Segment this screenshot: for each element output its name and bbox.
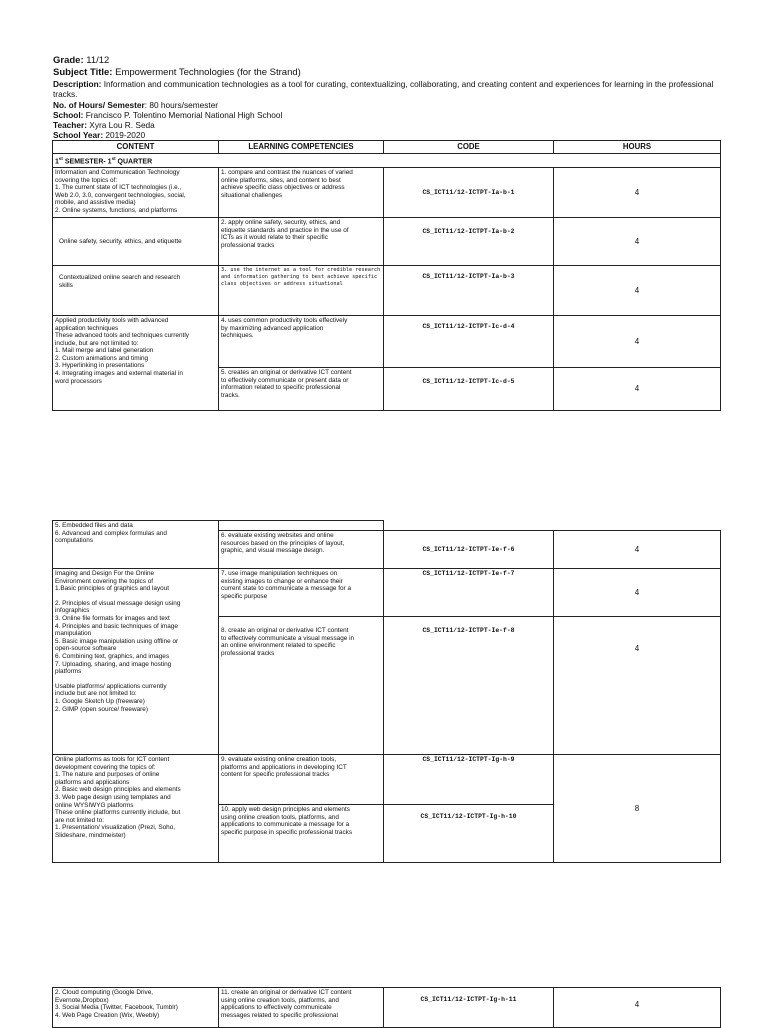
empty-cell (554, 521, 721, 531)
content-line: 2. GIMP (open source/ freeware) (55, 705, 148, 713)
content-line: 2. Basic web design principles and elements (55, 786, 181, 794)
content-line: Information and Communication Technology (55, 168, 180, 176)
content-line: Imaging and Design For the Online (55, 570, 155, 577)
hours-cell: 4 (554, 167, 721, 217)
content-line: 1. Google Sketch Up (freeware) (55, 697, 145, 705)
quarter-number: 1 (107, 158, 112, 166)
empty-cell (219, 521, 384, 531)
school-year-value: 2019-2020 (103, 130, 146, 141)
competency-line: 8. create an original or derivative ICT content (221, 627, 349, 634)
content-line: skills (59, 281, 73, 289)
competency-line: ICTs as it would relate to their specific (221, 234, 328, 242)
code-cell: CS_ICT11/12-ICTPT-Ig-h-9 (384, 755, 554, 805)
content-line: 2. Principles of visual message design using (55, 599, 181, 607)
semester-label: SEMESTER- (62, 158, 108, 166)
competency-line: by maximizing advanced application (221, 324, 324, 332)
content-line: platforms (55, 668, 82, 676)
teacher-value: Xyra Lou R. Seda (86, 120, 155, 131)
hours-cell: 4 (554, 367, 721, 410)
competency-line: messages related to specific professional (221, 1011, 338, 1019)
content-line: 1. Mail merge and label generation (55, 347, 154, 355)
code-cell: CS_ICT11/12-ICTPT-Ig-h-11 (384, 988, 554, 1028)
competency-line: an online environment related to specific (221, 642, 336, 650)
content-line: computations (55, 537, 94, 545)
content-line: These online platforms currently include, but (55, 809, 181, 817)
competency-line: 5. creates an original or derivative ICT content (221, 368, 352, 376)
code-cell: CS_ICT11/12-ICTPT-Ia-b-2 (384, 217, 554, 265)
competency-line: professional tracks (221, 241, 275, 249)
content-line: Applied productivity tools with advanced (55, 316, 169, 324)
competency-line: to effectively communicate a visual message in (221, 634, 355, 642)
competency-line: current state to communicate a message for a (221, 585, 352, 593)
content-line: 1.Basic principles of graphics and layout (55, 585, 170, 593)
hours-cell: 4 (554, 988, 721, 1028)
content-line: include, but are not limited to: (55, 339, 139, 347)
empty-cell (384, 521, 554, 531)
hours-cell: 4 (554, 569, 721, 617)
competency-line: and information gathering to best achieve specific (221, 273, 378, 280)
competency-line: 11. create an original or derivative ICT content (221, 989, 352, 996)
content-cell-imaging (53, 569, 219, 755)
competency-line: content for specific professional tracks (221, 771, 330, 779)
curriculum-table-page-2 (52, 520, 721, 863)
competency-line: situational challenges (221, 191, 283, 199)
content-line: 4. Integrating images and external material in (55, 370, 183, 378)
competency-cell (219, 315, 384, 367)
semester-ordinal: st (58, 156, 63, 161)
school-year-label: School Year: (53, 130, 104, 141)
content-line: 5. Embedded files and data (55, 522, 133, 529)
competency-line: information related to specific professional (221, 384, 341, 392)
semester-number: 1 (55, 158, 59, 166)
hours-cell-merged: 8 (554, 755, 721, 863)
teacher-line (53, 120, 725, 130)
curriculum-table-page-1 (52, 140, 721, 411)
code-cell: CS_ICT11/12-ICTPT-Ic-d-5 (384, 367, 554, 410)
grade-value: 11/12 (83, 55, 110, 66)
content-line: 2. Cloud computing (Google Drive, (55, 989, 154, 996)
competency-line: achieve specific class objectives or address (221, 184, 345, 192)
competency-line: 3. use the internet as a tool for credible research (221, 266, 381, 273)
subject-value: Empowerment Technologies (for the Strand) (112, 67, 301, 78)
document-header (53, 55, 725, 141)
competency-line: 2. apply online safety, security, ethics, and (221, 218, 341, 226)
content-line: 2. Custom animations and timing (55, 354, 149, 362)
code-cell: CS_ICT11/12-ICTPT-Ie-f-8 (384, 617, 554, 755)
code-cell: CS_ICT11/12-ICTPT-Ia-b-1 (384, 167, 554, 217)
competency-line: resources based on the principles of layout, (221, 539, 345, 547)
competency-line: 6. evaluate existing websites and online (221, 532, 334, 539)
competency-line: tracks. (221, 391, 240, 399)
description-line (53, 79, 725, 100)
content-line: infographics (55, 607, 90, 615)
subject-line (53, 67, 725, 79)
competency-line: 7. use image manipulation techniques on (221, 570, 338, 577)
competency-cell (219, 217, 384, 265)
competency-line: online platforms, sites, and content to best (221, 176, 341, 184)
competency-cell (219, 569, 384, 617)
content-line: These advanced tools and techniques currently (55, 332, 189, 340)
hours-value: : 80 hours/semester (144, 99, 219, 110)
hours-cell: 4 (554, 531, 721, 569)
teacher-label: Teacher: (53, 120, 87, 131)
content-line: 3. Hyperlinking in presentations (55, 362, 145, 370)
content-line: 3. Online file formats for images and text (55, 614, 170, 622)
content-line: 7. Uploading, sharing, and image hosting (55, 660, 172, 668)
school-label: School: (53, 109, 84, 120)
hours-line (53, 100, 725, 110)
competency-line: applications to communicate a message for a (221, 821, 350, 829)
content-cell-ict (53, 167, 219, 217)
competency-line: specific purpose in specific professional tracks (221, 828, 353, 836)
competency-line: 4. uses common productivity tools effectively (221, 316, 348, 324)
content-cell-online-platforms (53, 755, 219, 863)
content-line: 5. Basic image manipulation using offline or (55, 637, 179, 645)
content-line: word processors (55, 377, 102, 385)
competency-cell (219, 988, 384, 1028)
competency-line: professional tracks (221, 649, 275, 657)
hours-cell: 4 (554, 217, 721, 265)
school-line (53, 110, 725, 120)
code-cell: CS_ICT11/12-ICTPT-Ic-d-4 (384, 315, 554, 367)
content-cell-research (53, 265, 219, 315)
competency-line: class objectives or address situational (221, 280, 343, 287)
content-cell-embedded (53, 521, 219, 569)
competency-line: 1. compare and contrast the nuances of varied (221, 168, 353, 176)
content-cell-cloud (53, 988, 219, 1028)
competency-cell (219, 367, 384, 410)
content-line: 4. Web Page Creation (Wix, Weebly) (55, 1011, 160, 1019)
content-line: mobile, and assistive media) (55, 199, 136, 207)
grade-line (53, 55, 725, 67)
content-line: manipulation (55, 630, 92, 638)
competency-line: 9. evaluate existing online creation tools, (221, 756, 337, 763)
competency-cell (219, 617, 384, 755)
competency-line: applications to effectively communicate (221, 1004, 332, 1012)
content-line: 4. Principles and basic techniques of image (55, 622, 178, 630)
hours-header: HOURS (554, 141, 721, 154)
competency-cell (219, 167, 384, 217)
grade-label: Grade: (53, 55, 84, 66)
competency-line: using online creation tools, platforms, and (221, 813, 339, 821)
hours-cell: 4 (554, 617, 721, 755)
competency-line: using online creation tools, platforms, and (221, 996, 339, 1004)
subject-label: Subject Title: (53, 67, 113, 78)
content-line: online WYSIWYG platforms (55, 801, 134, 809)
competency-line: etiquette standards and practice in the use of (221, 226, 349, 234)
content-line: Online platforms as tools for ICT content (55, 756, 170, 763)
competency-cell (219, 531, 384, 569)
code-header: CODE (384, 141, 554, 154)
quarter-ordinal: st (111, 156, 116, 161)
content-cell-productivity (53, 315, 219, 410)
content-line: covering the topics of: (55, 176, 118, 184)
code-cell: CS_ICT11/12-ICTPT-Ig-h-10 (384, 805, 554, 863)
content-line: Slideshare, mindmeister) (55, 831, 126, 839)
content-line: 1. Presentation/ visualization (Prezi, Soho, (55, 824, 176, 832)
competencies-header: LEARNING COMPETENCIES (219, 141, 384, 154)
semester-row (53, 154, 721, 168)
competency-line: platforms and applications in developing ICT (221, 763, 347, 771)
content-line: 1. The current state of ICT technologies (i.e., (55, 184, 182, 192)
competency-line: existing images to change or enhance their (221, 577, 343, 585)
content-line: 2. Online systems, functions, and platforms (55, 206, 178, 214)
code-cell: CS_ICT11/12-ICTPT-Ie-f-7 (384, 569, 554, 617)
content-line: application techniques (55, 324, 119, 332)
curriculum-table-page-3 (52, 987, 721, 1028)
content-line: are not limited to: (55, 816, 105, 824)
code-cell: CS_ICT11/12-ICTPT-Ia-b-3 (384, 265, 554, 315)
content-line: 6. Combining text, graphics, and images (55, 652, 170, 660)
content-line: development covering the topics of: (55, 763, 156, 771)
competency-line: techniques. (221, 332, 254, 340)
competency-line: 10. apply web design principles and elements (221, 806, 350, 813)
content-cell-safety: Online safety, security, ethics, and etiquette (53, 217, 219, 265)
hours-cell: 4 (554, 315, 721, 367)
school-value: Francisco P. Tolentino Memorial National High School (83, 109, 283, 120)
content-line: Web 2.0, 3.0, convergent technologies, social, (55, 191, 186, 199)
competency-cell (219, 265, 384, 315)
code-cell: CS_ICT11/12-ICTPT-Ie-f-6 (384, 531, 554, 569)
hours-label: No. of Hours/ Semester (53, 99, 145, 110)
content-line: 1. The nature and purposes of online (55, 771, 160, 779)
quarter-label: QUARTER (115, 158, 153, 166)
hours-cell: 4 (554, 265, 721, 315)
content-line: Contextualized online search and research (59, 273, 181, 281)
content-line: Usable platforms/ applications currently (55, 682, 167, 690)
content-line: 6. Advanced and complex formulas and (55, 529, 167, 537)
competency-line: graphic, and visual message design. (221, 547, 325, 555)
spacer (55, 676, 216, 683)
description-value: Information and communication technologies as a tool for curating, contextualizing, collaborating, and creating content and experiences for learning in the professional tracks. (53, 79, 714, 100)
content-header: CONTENT (53, 141, 219, 154)
competency-line: specific purpose (221, 592, 268, 600)
content-line: Environment covering the topics of (55, 577, 154, 585)
competency-cell (219, 805, 384, 863)
content-line: open-source software (55, 645, 117, 653)
content-line: platforms and applications (55, 778, 130, 786)
content-line: 3. Web page design using templates and (55, 793, 171, 801)
competency-cell (219, 755, 384, 805)
content-line: Evernote,Dropbox) (55, 996, 109, 1004)
spacer (55, 593, 216, 600)
content-line: include but are not limited to: (55, 690, 137, 698)
content-line: 3. Social Media (Twitter, Facebook, Tumblr) (55, 1004, 178, 1012)
competency-line: to effectively communicate or present data or (221, 376, 349, 384)
description-label: Description: (53, 79, 102, 89)
